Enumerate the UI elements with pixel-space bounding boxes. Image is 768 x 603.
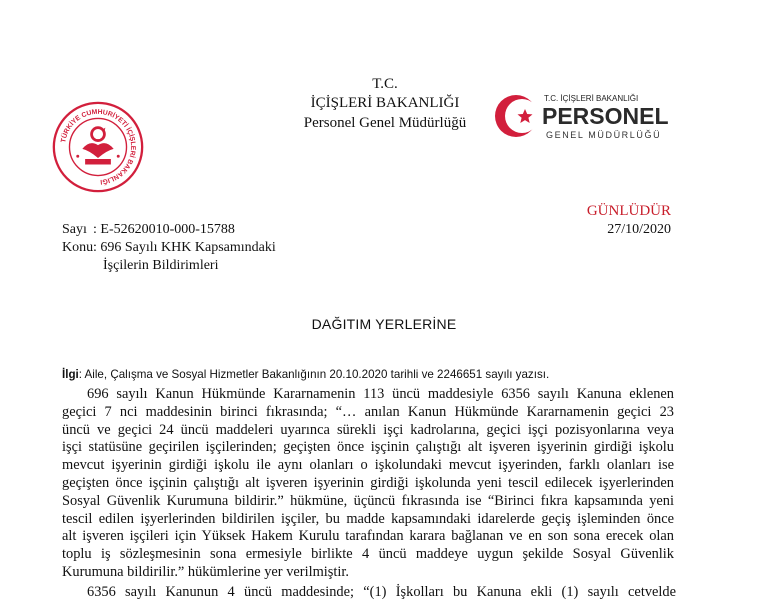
recipients-heading: DAĞITIM YERLERİNE — [311, 316, 457, 332]
body-line: toplu iş sözleşmesinin sona ermesiyle birlikte 4 üncü maddeye uygun şekilde Sosyal Güvenlik — [62, 546, 674, 563]
svg-text:T.C. İÇİŞLERİ BAKANLIĞI: T.C. İÇİŞLERİ BAKANLIĞI — [544, 94, 639, 103]
body-line: geçişten önce işçinin çalıştığı alt işveren işyerinin girdiği işkolunda yeni tescil edilecek işyerlerinden — [62, 474, 674, 491]
personel-logo — [492, 91, 688, 141]
konu-value: : 696 Sayılı KHK Kapsamındaki — [93, 240, 276, 255]
ilgi-label: İlgi — [62, 368, 79, 381]
body-line: Kurumuna bildirilir.” hükümlerine yer verilmiştir. — [62, 563, 349, 580]
body-paragraph-2: 6356 sayılı Kanunun 4 üncü maddesinde; “(1) İşkolları bu Kanuna ekli (1) sayılı cetvelde — [87, 584, 676, 600]
header-ministry: İÇİŞLERİ BAKANLIĞI — [310, 95, 460, 111]
header-tc: T.C. — [372, 76, 398, 92]
body-line: geçici 7 nci maddesinin birinci fıkrasında; “… anılan Kanun Hükmünde Kararnamenin geçici 23 — [62, 403, 674, 420]
body-line: mevcut işyerinin girdiği işkolu ile aynı olanları o işkolundaki mevcut işyerinden, farklı olanları ise — [62, 457, 674, 474]
konu-value-continued: İşçilerin Bildirimleri — [103, 258, 219, 273]
ministry-seal-logo — [52, 101, 144, 193]
body-line: işçi statüsüne geçirilen işçilerinden; geçişten önce işçinin çalıştığı alt işveren işyerinin girdiği işkolu — [62, 439, 674, 456]
body-paragraph-1 — [62, 386, 674, 582]
konu-label: Konu — [62, 240, 94, 255]
ilgi-text: : Aile, Çalışma ve Sosyal Hizmetler Bakanlığının 20.10.2020 tarihli ve 2246651 sayılı yazısı. — [78, 368, 550, 381]
svg-text:PERSONEL: PERSONEL — [542, 103, 669, 129]
konu-row — [62, 239, 276, 257]
body-line: Sosyal Güvenlik Kurumuna bildirir.” hükmüne, üçüncü fıkrasında ise “Birinci fıkra kapsamında yeni — [62, 492, 674, 509]
sayi-value: : E-52620010-000-15788 — [93, 222, 235, 237]
body-line: üncü ve geçici 24 üncü maddeleri uyarınca sürekli işçi kadrolarına, geçici işçi pozisyonlarına veya — [62, 421, 674, 438]
svg-text:GENEL MÜDÜRLÜĞÜ: GENEL MÜDÜRLÜĞÜ — [546, 130, 662, 140]
urgency-label: GÜNLÜDÜR — [586, 203, 671, 219]
header-directorate: Personel Genel Müdürlüğü — [303, 115, 467, 131]
sayi-row — [62, 221, 235, 239]
sayi-label: Sayı — [62, 222, 87, 237]
body-line: 696 sayılı Kanun Hükmünde Kararnamenin 113 üncü maddesiyle 6356 sayılı Kanuna eklenen — [87, 386, 674, 402]
ilgi-reference — [62, 368, 549, 381]
svg-text:TÜRKİYE CUMHURİYETİ İÇİŞLERİ B: TÜRKİYE CUMHURİYETİ İÇİŞLERİ BAKANLIĞI — [60, 108, 137, 186]
body-line: tescil edilen işyerlerinden bildirilen işçiler, bu madde kapsamındaki idarelerde geçiş işleminden önce — [62, 510, 674, 527]
document-date: 27/10/2020 — [607, 222, 671, 237]
body-line: alt işveren işçileri için Yüksek Hakem Kurulu tarafından karara bağlanan ve en son sona erecek olan — [62, 528, 674, 545]
